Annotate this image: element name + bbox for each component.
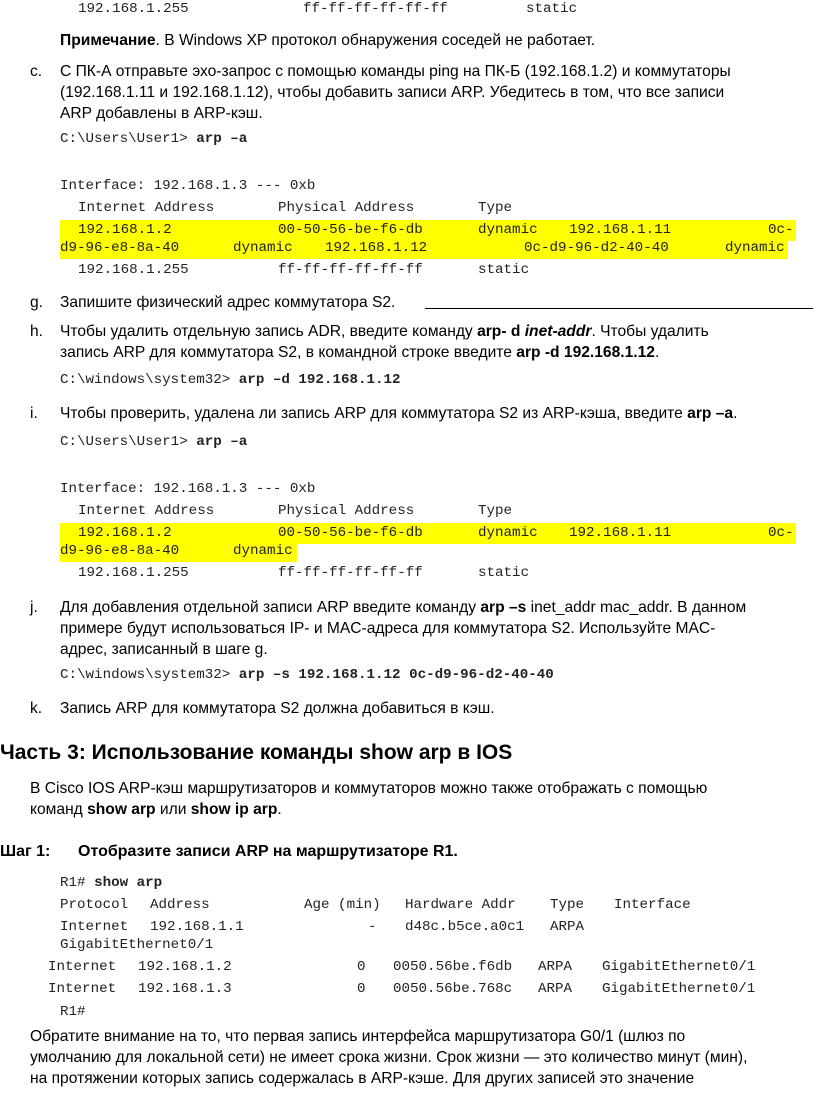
r1-row1-hw: d48c.b5ce.a0c1 xyxy=(405,919,525,935)
arp2-ip2: 192.168.1.11 xyxy=(569,525,672,541)
arp2-last-ip: 192.168.1.255 xyxy=(78,565,189,581)
r1-row1-proto: Internet xyxy=(60,919,129,935)
arp1-header-type: Type xyxy=(478,200,513,216)
r1-row2-type: ARPA xyxy=(538,959,573,975)
part3-l2b: show arp xyxy=(87,801,156,818)
part3-l2c: или xyxy=(155,801,191,818)
r1-row2-age: 0 xyxy=(357,959,366,975)
r1-header-age: Age (min) xyxy=(304,897,381,913)
r1-header-interface: Interface xyxy=(614,897,691,913)
arp1-type: dynamic xyxy=(478,222,538,238)
step-g-text: Запишите физический адрес коммутатора S2. xyxy=(60,294,396,311)
r1-header-type: Type xyxy=(550,897,585,913)
final-line3: на протяжении которых запись содержалась в ARP-кэше. Для других записей это значение xyxy=(30,1070,695,1087)
cmd4-command: arp –s 192.168.1.12 0c-d9-96-d2-40-40 xyxy=(238,667,554,683)
part3-l2d: show ip arp xyxy=(190,801,278,818)
step-k-text: Запись ARP для коммутатора S2 должна добавиться в кэш. xyxy=(60,700,495,717)
r1-row3-age: 0 xyxy=(357,981,366,997)
arp1-mac2-end: d9-96-e8-8a-40 xyxy=(60,240,180,256)
step-j-l1c: inet_addr mac_addr. В данном xyxy=(526,599,747,616)
part3-l2a: команд xyxy=(30,801,88,818)
r1-row2-ip: 192.168.1.2 xyxy=(138,959,232,975)
arp1-header-internet: Internet Address xyxy=(78,200,215,216)
step-h-l2a: запись ARP для коммутатора S2, в командной строке введите xyxy=(60,344,517,361)
top-row-ip: 192.168.1.255 xyxy=(78,1,189,17)
cmd1 xyxy=(60,131,247,147)
final-line2: умолчанию для локальной сети) не имеет срока жизни. Срок жизни — это количество минут (мин), xyxy=(30,1049,748,1066)
arp1-mac3: 0c-d9-96-d2-40-40 xyxy=(524,240,669,256)
arp1-ip2: 192.168.1.11 xyxy=(569,222,672,238)
r1-row2-iface: GigabitEthernet0/1 xyxy=(602,959,756,975)
step1-number: Шаг 1: xyxy=(0,843,51,860)
note-text: . В Windows XP протокол обнаружения соседей не работает. xyxy=(155,32,596,49)
step-k-marker: k. xyxy=(30,700,43,717)
top-row-type: static xyxy=(526,1,578,17)
cmd1-prompt: C:\Users\User1> xyxy=(60,131,197,147)
cmd4-prompt: C:\windows\system32> xyxy=(60,667,239,683)
step1-title: Отобразите записи ARP на маршрутизаторе R1. xyxy=(78,843,458,860)
r1-row1-ip: 192.168.1.1 xyxy=(150,919,244,935)
r1-cmd xyxy=(60,875,162,891)
arp1-last-mac: ff-ff-ff-ff-ff-ff xyxy=(278,262,423,278)
arp1-header-physical: Physical Address xyxy=(278,200,415,216)
top-row-mac: ff-ff-ff-ff-ff-ff xyxy=(303,1,448,17)
step-j-marker: j. xyxy=(30,599,38,616)
r1-header-address: Address xyxy=(150,897,210,913)
arp1-mac2-start: 0c- xyxy=(768,222,794,238)
step-j-l1b: arp –s xyxy=(480,599,527,616)
step-h-marker: h. xyxy=(30,323,44,340)
arp2-header-internet: Internet Address xyxy=(78,503,215,519)
arp1-mac: 00-50-56-be-f6-db xyxy=(278,222,423,238)
arp1-type3: dynamic xyxy=(725,240,785,256)
r1-header-protocol: Protocol xyxy=(60,897,129,913)
arp2-last-type: static xyxy=(478,565,530,581)
note-label: Примечание xyxy=(60,32,156,49)
arp2-type: dynamic xyxy=(478,525,538,541)
r1-prompt: R1# xyxy=(60,875,95,891)
cmd2-command: arp –d 192.168.1.12 xyxy=(238,372,401,388)
step-g-marker: g. xyxy=(30,294,44,311)
r1-header-hw: Hardware Addr xyxy=(405,897,516,913)
arp2-header-physical: Physical Address xyxy=(278,503,415,519)
r1-row1-age: - xyxy=(368,919,377,935)
step-i-text xyxy=(60,403,737,424)
step-h-l1c: inet-addr xyxy=(524,323,592,340)
step-h-l1a: Чтобы удалить отдельную запись ADR, введите команду xyxy=(60,323,478,340)
arp2-mac2-start: 0c- xyxy=(768,525,794,541)
step-h-l1d: . Чтобы удалить xyxy=(591,323,709,340)
step-c-marker: c. xyxy=(30,63,43,80)
cmd2 xyxy=(60,372,401,388)
cmd1-command: arp –a xyxy=(196,131,248,147)
r1-row3-type: ARPA xyxy=(538,981,573,997)
r1-row1-type: ARPA xyxy=(550,919,585,935)
cmd3-prompt: C:\Users\User1> xyxy=(60,434,197,450)
step-i-marker: i. xyxy=(30,405,38,422)
step-i-body: Чтобы проверить, удалена ли запись ARP для коммутатора S2 из ARP-кэша, введите xyxy=(60,405,688,422)
part3-line1: В Cisco IOS ARP-кэш маршрутизаторов и коммутаторов можно также отображать с помощью xyxy=(30,780,708,797)
cmd4 xyxy=(60,667,554,683)
part3-line2 xyxy=(30,799,282,820)
part3-heading: Часть 3: Использование команды show arp в IOS xyxy=(0,741,513,764)
step-h-l1b: arp- d xyxy=(477,323,525,340)
r1-row3-ip: 192.168.1.3 xyxy=(138,981,232,997)
arp2-interface: Interface: 192.168.1.3 --- 0xb xyxy=(60,481,316,497)
cmd3-command: arp –a xyxy=(196,434,248,450)
cmd3 xyxy=(60,434,247,450)
step-j-line2: примере будут использоваться IP- и MAC-адреса для коммутатора S2. Используйте MAC- xyxy=(60,620,716,637)
r1-row1-iface: GigabitEthernet0/1 xyxy=(60,937,214,953)
answer-blank-line[interactable] xyxy=(425,308,813,309)
arp1-last-ip: 192.168.1.255 xyxy=(78,262,189,278)
step-j-line1 xyxy=(60,597,746,618)
arp2-last-mac: ff-ff-ff-ff-ff-ff xyxy=(278,565,423,581)
final-line1: Обратите внимание на то, что первая запись интерфейса маршрутизатора G0/1 (шлюз по xyxy=(30,1028,686,1045)
step-i-cmd: arp –a xyxy=(687,405,734,422)
arp1-ip: 192.168.1.2 xyxy=(78,222,172,238)
step-j-l1a: Для добавления отдельной записи ARP введите команду xyxy=(60,599,481,616)
step-h-l2b: arp -d 192.168.1.12 xyxy=(516,344,655,361)
arp1-last-type: static xyxy=(478,262,530,278)
step-c-line1: С ПК-А отправьте эхо-запрос с помощью команды ping на ПК-Б (192.168.1.2) и коммутаторы xyxy=(60,63,731,80)
r1-row3-hw: 0050.56be.768c xyxy=(393,981,513,997)
arp1-ip3: 192.168.1.12 xyxy=(325,240,428,256)
r1-row3-proto: Internet xyxy=(48,981,117,997)
arp2-mac2-end: d9-96-e8-8a-40 xyxy=(60,543,180,559)
step-h-line1 xyxy=(60,321,709,342)
arp1-interface: Interface: 192.168.1.3 --- 0xb xyxy=(60,178,316,194)
arp2-mac: 00-50-56-be-f6-db xyxy=(278,525,423,541)
arp2-ip: 192.168.1.2 xyxy=(78,525,172,541)
step-j-line3: адрес, записанный в шаге g. xyxy=(60,641,268,658)
arp2-type2: dynamic xyxy=(233,543,293,559)
note xyxy=(60,30,595,51)
r1-row2-hw: 0050.56be.f6db xyxy=(393,959,513,975)
step-h-l2c: . xyxy=(654,344,660,361)
step-h-line2 xyxy=(60,342,659,363)
r1-end-prompt: R1# xyxy=(60,1004,86,1020)
r1-row2-proto: Internet xyxy=(48,959,117,975)
r1-command: show arp xyxy=(94,875,163,891)
arp2-header-type: Type xyxy=(478,503,513,519)
r1-row3-iface: GigabitEthernet0/1 xyxy=(602,981,756,997)
cmd2-prompt: C:\windows\system32> xyxy=(60,372,239,388)
step-c-line3: ARP добавлены в ARP-кэш. xyxy=(60,105,263,122)
part3-l2e: . xyxy=(277,801,282,818)
arp1-type2: dynamic xyxy=(233,240,293,256)
step-i-end: . xyxy=(733,405,738,422)
step-c-line2: (192.168.1.11 и 192.168.1.12), чтобы добавить записи ARP. Убедитесь в том, что все записи xyxy=(60,84,725,101)
